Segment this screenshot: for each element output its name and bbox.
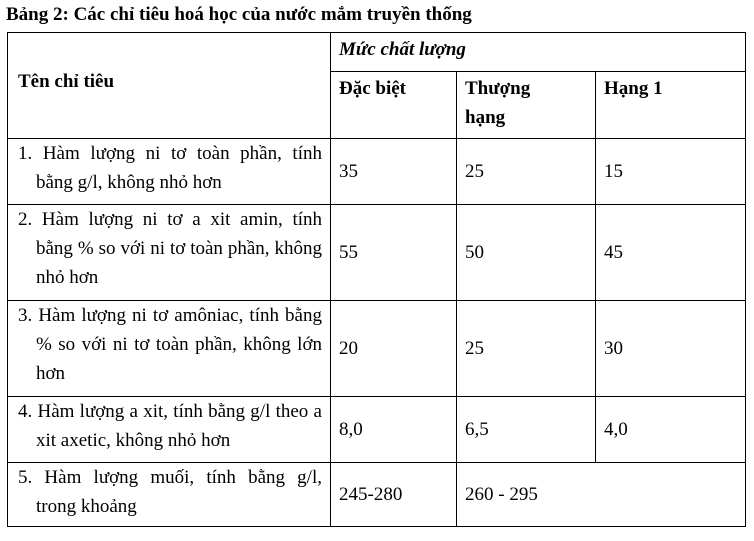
value-premium-and-grade-1: 260 - 295 — [457, 463, 746, 527]
table-row — [8, 205, 746, 301]
header-level-grade-1: Hạng 1 — [596, 72, 746, 139]
value-grade-1: 4,0 — [596, 397, 746, 463]
header-level-premium — [457, 72, 596, 139]
value-premium: 25 — [457, 139, 596, 205]
value-premium: 50 — [457, 205, 596, 301]
value-special: 245-280 — [331, 463, 457, 527]
header-level-special: Đặc biệt — [331, 72, 457, 139]
value-grade-1: 45 — [596, 205, 746, 301]
table-caption: Bảng 2: Các chỉ tiêu hoá học của nước mắm truyền thống — [6, 4, 472, 25]
table-row — [8, 139, 746, 205]
row-name-text: 3. Hàm lượng ni tơ amôniac, tính bằng % so với ni tơ toàn phần, không lớn hơn — [18, 305, 322, 384]
row-name-text: 5. Hàm lượng muối, tính bằng g/l, trong khoảng — [18, 467, 322, 517]
header-quality-level: Mức chất lượng — [331, 33, 746, 72]
row-name — [8, 205, 331, 301]
value-premium: 6,5 — [457, 397, 596, 463]
row-name — [8, 463, 331, 527]
row-name — [8, 301, 331, 397]
value-grade-1: 15 — [596, 139, 746, 205]
chemical-spec-table — [7, 32, 746, 527]
value-special: 35 — [331, 139, 457, 205]
table-row — [8, 301, 746, 397]
row-name — [8, 397, 331, 463]
row-name-text: 2. Hàm lượng ni tơ a xit amin, tính bằng % so với ni tơ toàn phần, không nhỏ hơn — [18, 209, 322, 288]
value-premium: 25 — [457, 301, 596, 397]
row-name-text: 4. Hàm lượng a xit, tính bằng g/l theo a xit axetic, không nhỏ hơn — [18, 401, 322, 451]
value-special: 55 — [331, 205, 457, 301]
row-name — [8, 139, 331, 205]
value-special: 8,0 — [331, 397, 457, 463]
value-special: 20 — [331, 301, 457, 397]
header-level-premium-label: Thượng hạng — [465, 78, 531, 128]
table-row — [8, 397, 746, 463]
table-row — [8, 463, 746, 527]
value-grade-1: 30 — [596, 301, 746, 397]
row-name-text: 1. Hàm lượng ni tơ toàn phần, tính bằng g/l, không nhỏ hơn — [18, 143, 322, 193]
table-header-row — [8, 33, 746, 72]
header-indicator-name: Tên chỉ tiêu — [8, 33, 331, 139]
